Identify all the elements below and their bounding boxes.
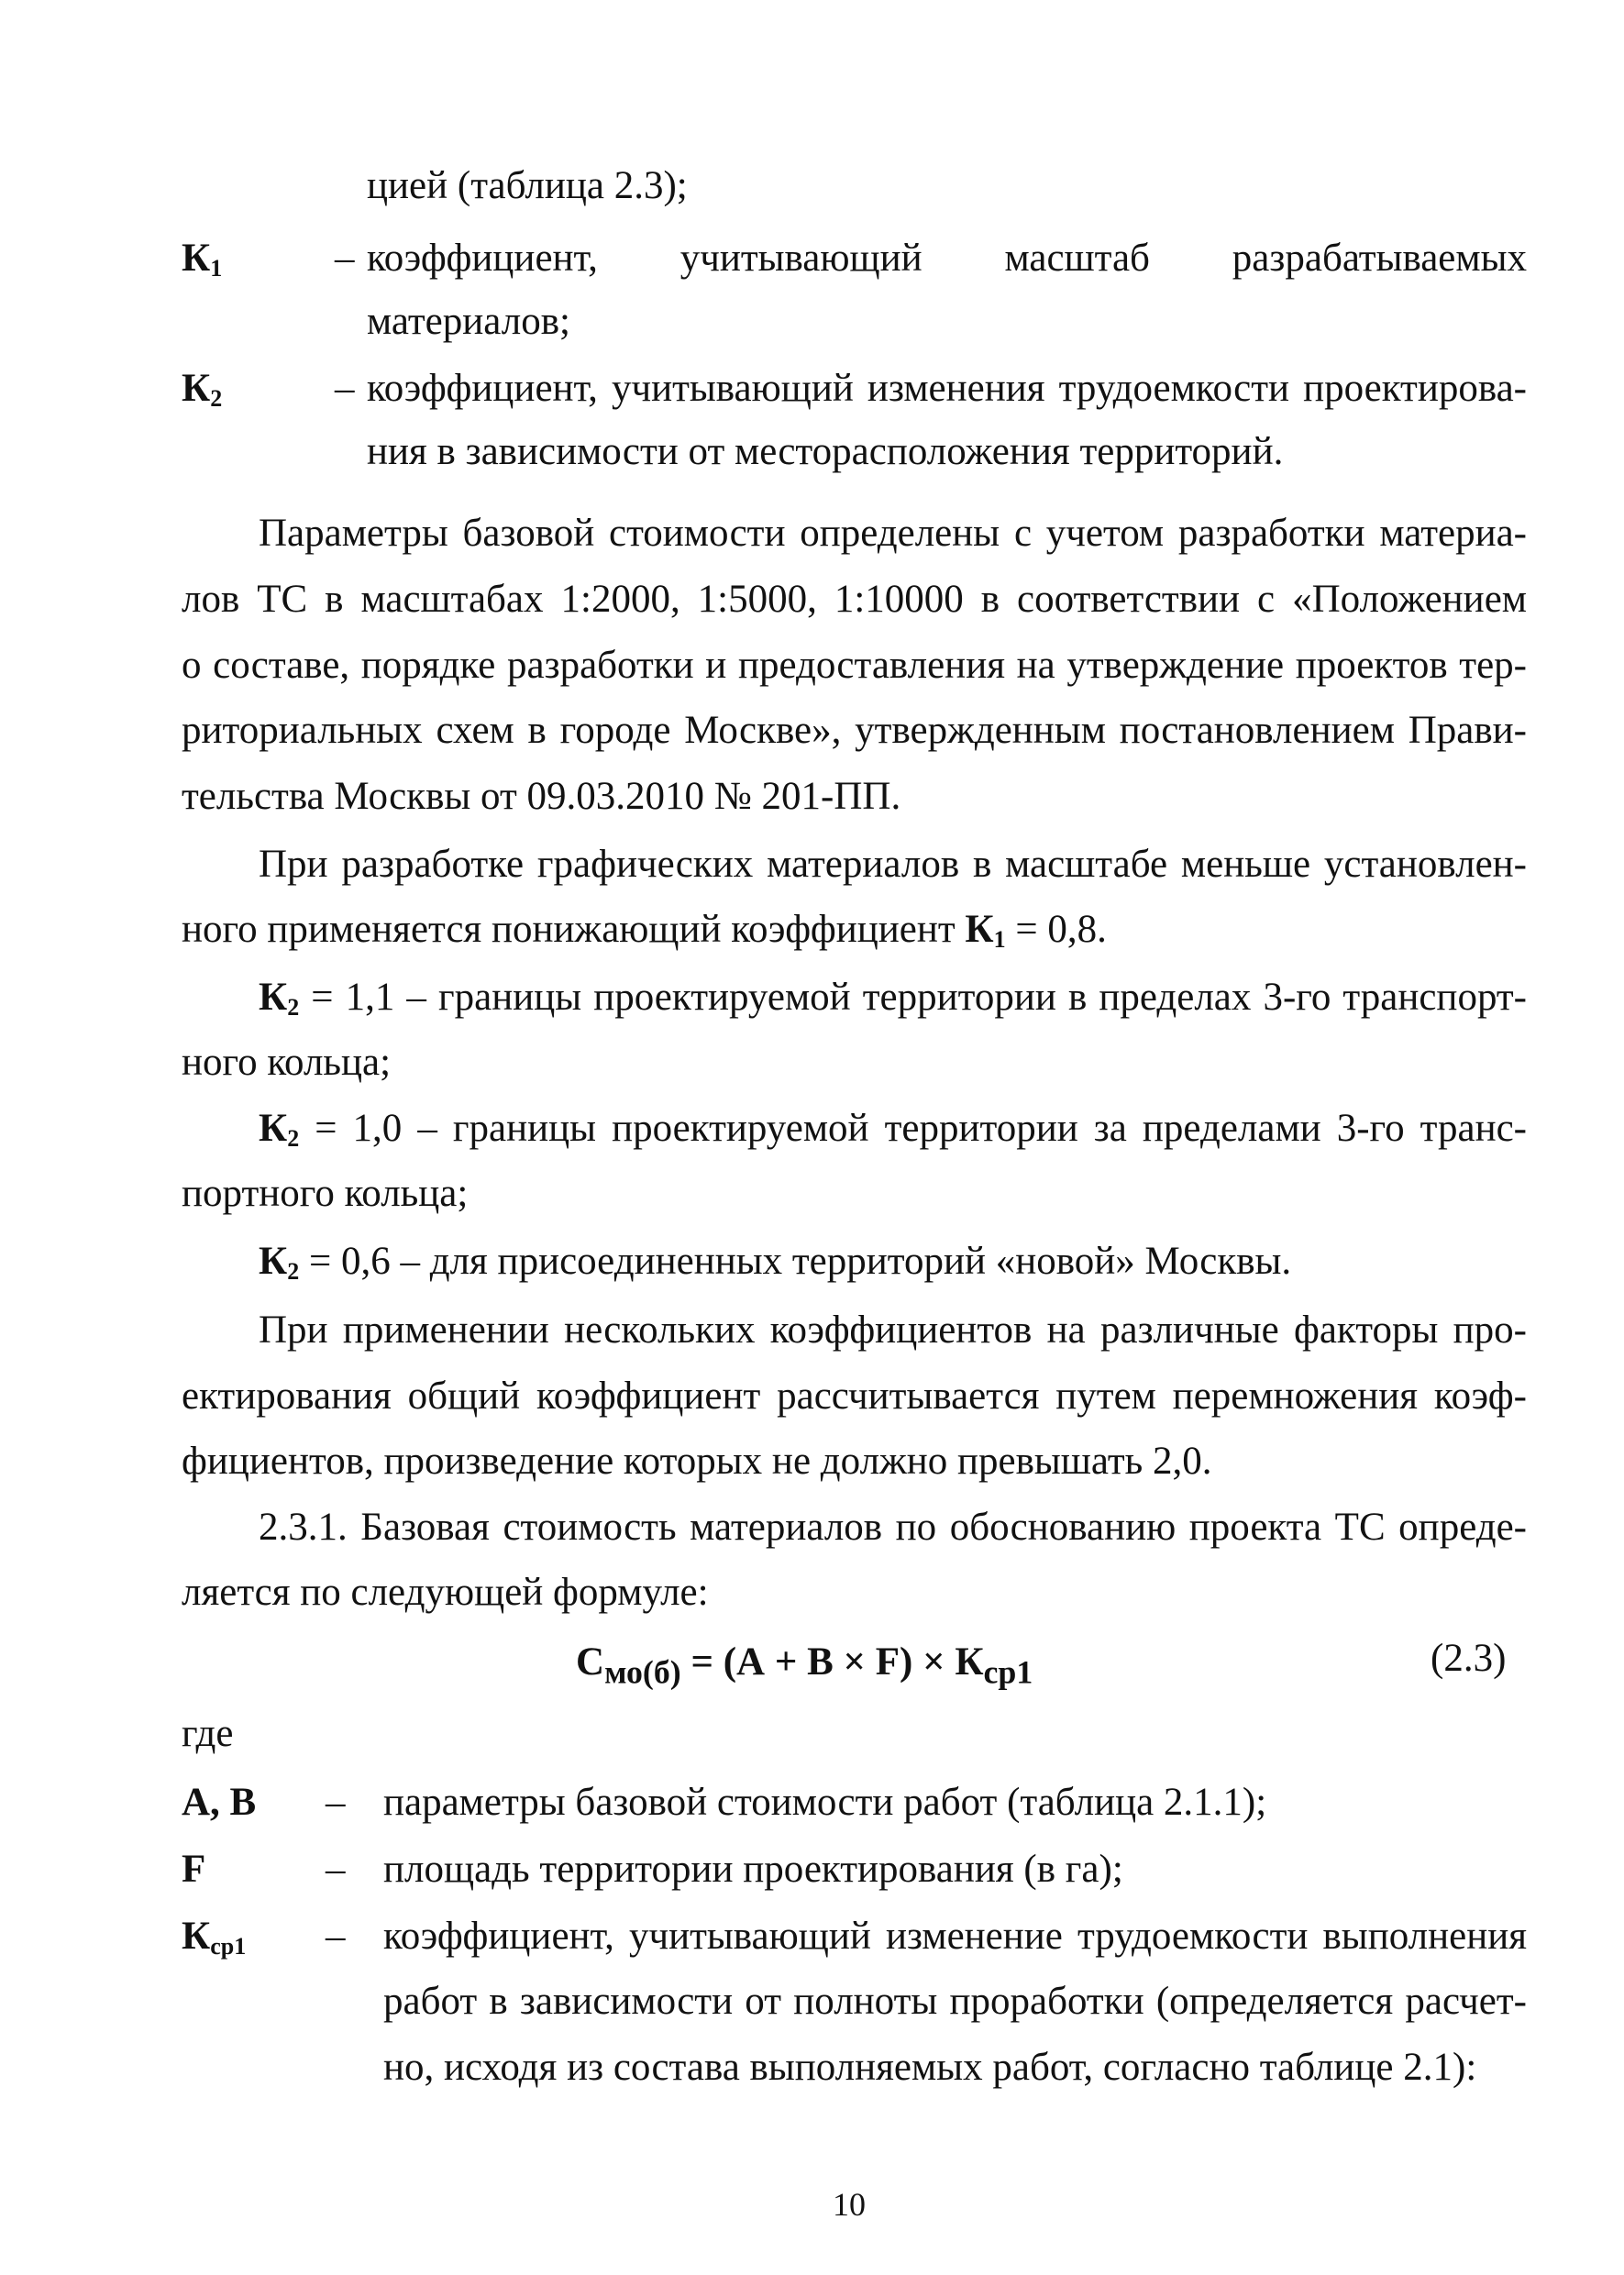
para-k1-text: ного применяется понижающий коэффициент: [182, 908, 966, 951]
para-params-line-2: лов ТС в масштабах 1:2000, 1:5000, 1:10000 в соответствии с «Положением: [182, 578, 1527, 621]
para-k1-symbol-sub: 1: [993, 926, 1006, 953]
para-k1-line-1: При разработке графических материалов в масштабе меньше установлен-: [259, 843, 1527, 886]
def-kcp1-line-1: коэффициент, учитывающий изменение трудоемкости выполнения: [383, 1915, 1527, 1958]
para-k1-symbol: [965, 908, 1005, 951]
dash-a-b: –: [326, 1781, 346, 1824]
k2-item-3-text: = 0,6 – для присоединенных территорий «новой» Москвы.: [299, 1240, 1292, 1283]
dash-k2: –: [335, 367, 355, 410]
dash-f: –: [326, 1848, 346, 1891]
k2-item-2-text: = 1,0 – границы проектируемой территории за пределами 3-го транс-: [299, 1107, 1527, 1150]
k2-item-3-symbol: [259, 1240, 299, 1283]
k2-item-1-text: = 1,1 – границы проектируемой территории в пределах 3-го транспорт-: [299, 976, 1527, 1019]
def-kcp1-line-2: работ в зависимости от полноты проработки (определяется расчет-: [383, 1980, 1527, 2023]
para-231-line-1: 2.3.1. Базовая стоимость материалов по обоснованию проекта ТС опреде-: [259, 1506, 1527, 1549]
formula-number: (2.3): [1431, 1637, 1507, 1680]
def-a-b-line-1: параметры базовой стоимости работ (таблица 2.1.1);: [383, 1781, 1267, 1824]
symbol-kcp1: [182, 1913, 246, 1960]
para-params-line-5: тельства Москвы от 09.03.2010 № 201-ПП.: [182, 775, 901, 818]
def-k1-line-1: коэффициент, учитывающий масштаб разрабатываемых: [367, 237, 1527, 280]
para-params-line-4: риториальных схем в городе Москве», утвержденным постановлением Прави-: [182, 709, 1527, 752]
k2-item-2-symbol-letter: К: [259, 1107, 288, 1150]
symbol-k2-sub: 2: [210, 385, 223, 412]
page-number: 10: [833, 2186, 866, 2223]
formula-lhs: С: [576, 1640, 605, 1684]
formula-rhs-sub: ср1: [983, 1653, 1033, 1691]
formula-rhs: = (А + В × F) × К: [680, 1640, 984, 1684]
symbol-f-text: F: [182, 1848, 206, 1891]
k2-item-1-symbol-sub: 2: [287, 994, 300, 1021]
para-params-line-1: Параметры базовой стоимости определены с учетом разработки материа-: [259, 512, 1527, 555]
para-multi-line-1: При применении нескольких коэффициентов на различные факторы про-: [259, 1309, 1527, 1352]
para-k1-symbol-letter: К: [965, 908, 994, 951]
k2-item-2-line-1: [259, 1105, 1527, 1153]
para-params-line-3: о составе, порядке разработки и предоставления на утверждение проектов тер-: [182, 644, 1527, 687]
k2-item-3-symbol-sub: 2: [287, 1258, 300, 1285]
formula-lhs-sub: мо(б): [604, 1653, 681, 1691]
symbol-k1-letter: К: [182, 237, 211, 280]
k2-item-1-symbol: [259, 976, 299, 1019]
k2-item-3-line-1: [259, 1238, 1291, 1286]
para-k1-value: = 0,8.: [1005, 908, 1107, 951]
k2-item-2-symbol-sub: 2: [287, 1125, 300, 1152]
symbol-kcp1-sub: ср1: [210, 1933, 247, 1960]
def-f-line-1: площадь территории проектирования (в га);: [383, 1848, 1123, 1891]
where-label: где: [182, 1712, 234, 1755]
symbol-f: [182, 1846, 205, 1894]
k2-item-3-symbol-letter: К: [259, 1240, 288, 1283]
para-231-line-2: ляется по следующей формуле:: [182, 1571, 709, 1614]
k2-item-2-line-2: портного кольца;: [182, 1172, 469, 1215]
k2-item-1-symbol-letter: К: [259, 976, 288, 1019]
symbol-a-b: [182, 1779, 256, 1827]
k2-item-1-line-1: [259, 974, 1527, 1022]
symbol-k2: [182, 365, 222, 413]
k2-item-1-line-2: ного кольца;: [182, 1041, 392, 1084]
symbol-kcp1-letter: К: [182, 1915, 211, 1958]
def-k2-line-1: коэффициент, учитывающий изменения трудоемкости проектирова-: [367, 367, 1527, 410]
def-k1-line-2: материалов;: [367, 300, 570, 343]
dash-kcp1: –: [326, 1915, 346, 1958]
para-multi-line-2: ектирования общий коэффициент рассчитывается путем перемножения коэф-: [182, 1375, 1527, 1418]
symbol-a-b-text: А, В: [182, 1781, 257, 1824]
dash-k1: –: [335, 237, 355, 280]
def-kcp1-line-3: но, исходя из состава выполняемых работ, согласно таблице 2.1):: [383, 2046, 1477, 2089]
symbol-k2-letter: К: [182, 367, 211, 410]
para-multi-line-3: фициентов, произведение которых не должно превышать 2,0.: [182, 1440, 1212, 1483]
k2-item-2-symbol: [259, 1107, 299, 1150]
def-k2-line-2: ния в зависимости от месторасположения территорий.: [367, 430, 1284, 473]
formula-2-3: [576, 1639, 1033, 1696]
symbol-k1: [182, 235, 222, 282]
continuation-text: цией (таблица 2.3);: [367, 164, 688, 207]
symbol-k1-sub: 1: [210, 255, 223, 282]
para-k1-line-2: [182, 906, 1107, 954]
